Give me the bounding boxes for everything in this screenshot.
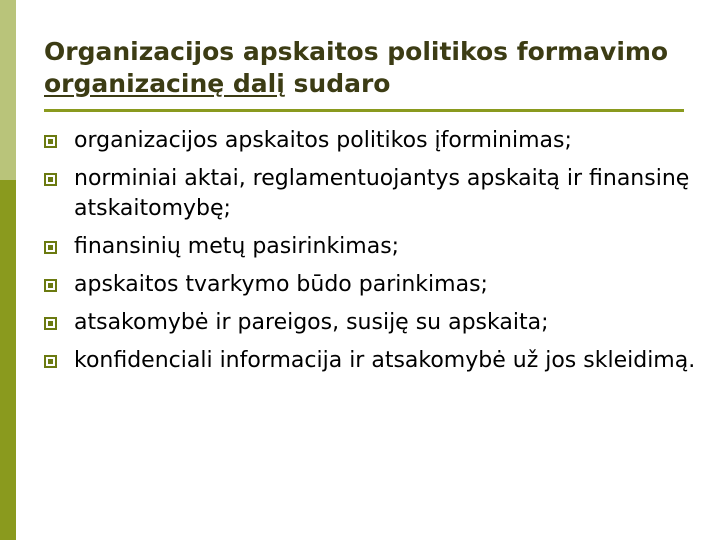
square-bullet-icon [44, 279, 57, 292]
list-item-text: norminiai aktai, reglamentuojantys apskaitą ir finansinę atskaitomybę; [74, 166, 690, 221]
square-bullet-icon [44, 317, 57, 330]
list-item-text: konfidenciali informacija ir atsakomybė už jos skleidimą. [74, 348, 696, 373]
list-item-text: apskaitos tvarkymo būdo parinkimas; [74, 272, 488, 297]
title-underlined: organizacinę dalį [44, 69, 285, 98]
list-item [44, 164, 704, 224]
title-divider [44, 109, 684, 112]
bullet-list [44, 126, 704, 384]
square-bullet-icon [44, 173, 57, 186]
side-accent-bar-top [0, 0, 16, 180]
slide-title [44, 36, 684, 100]
square-bullet-icon [44, 355, 57, 368]
list-item [44, 346, 704, 376]
list-item-text: organizacijos apskaitos politikos įforminimas; [74, 128, 572, 153]
list-item [44, 126, 704, 156]
side-accent-bar-bottom [0, 180, 16, 540]
square-bullet-icon [44, 241, 57, 254]
title-part2: sudaro [284, 69, 391, 98]
side-accent-bar [0, 0, 16, 540]
list-item [44, 232, 704, 262]
list-item-text: finansinių metų pasirinkimas; [74, 234, 400, 259]
title-part1: Organizacijos apskaitos politikos formavimo [44, 37, 669, 66]
list-item [44, 308, 704, 338]
list-item [44, 270, 704, 300]
square-bullet-icon [44, 135, 57, 148]
list-item-text: atsakomybė ir pareigos, susiję su apskaita; [74, 310, 549, 335]
